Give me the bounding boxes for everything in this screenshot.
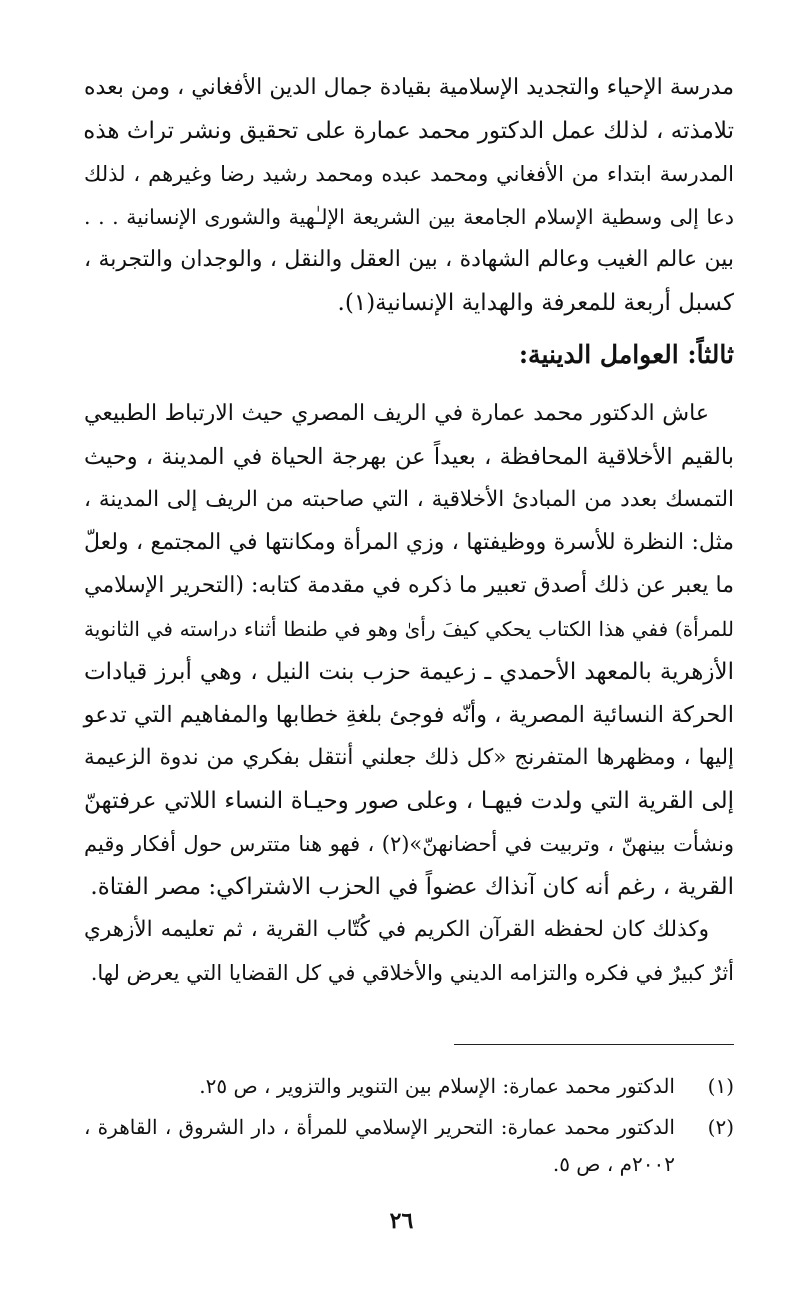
footnote-2-text-line-1: الدكتور محمد عمارة: التحرير الإسلامي للمرأة ، دار الشروق ، القاهرة ، bbox=[84, 1115, 675, 1139]
section-heading: ثالثاً: العوامل الدينية: bbox=[518, 340, 734, 369]
paragraph-2-line-11: ونشأت بينهنّ ، وتربيت في أحضانهنّ»(٢) ، فهو هنا متترس حول أفكار وقيم bbox=[84, 832, 734, 856]
paragraph-2-line-3: التمسك بعدد من المبادئ الأخلاقية ، التي صاحبته من الريف إلى المدينة ، bbox=[84, 487, 734, 512]
footnote-1-number: (١) bbox=[707, 1074, 734, 1098]
paragraph-3-line-2: أثرٌ كبيرٌ في فكره والتزامه الديني والأخلاقي في كل القضايا التي يعرض لها. bbox=[90, 961, 734, 985]
footnote-1-text: الدكتور محمد عمارة: الإسلام بين التنوير والتزوير ، ص ٢٥. bbox=[199, 1074, 675, 1098]
paragraph-1-line-5: بين عالم الغيب وعالم الشهادة ، بين العقل والنقل ، والوجدان والتجربة ، bbox=[84, 247, 734, 272]
paragraph-2-line-8: الحركة النسائية المصرية ، وأنّه فوجئ بلغةِ خطابها والمفاهيم التي تدعو bbox=[83, 702, 734, 728]
paragraph-2-line-9: إليها ، ومظهرها المتفرنج «كل ذلك جعلني أنتقل بفكري من ندوة الزعيمة bbox=[84, 745, 734, 770]
paragraph-1-line-1: مدرسة الإحياء والتجديد الإسلامية بقيادة جمال الدين الأفغاني ، ومن بعده bbox=[84, 75, 735, 100]
paragraph-2-line-6: للمرأة) ففي هذا الكتاب يحكي كيفَ رأىٰ وهو في طنطا أثناء دراسته في الثانوية bbox=[84, 617, 734, 641]
paragraph-2-line-12: القرية ، رغم أنه كان آنذاك عضواً في الحزب الاشتراكي: مصر الفتاة. bbox=[90, 874, 734, 900]
paragraph-1-line-2: تلامذته ، لذلك عمل الدكتور محمد عمارة على تحقيق ونشر تراث هذه bbox=[83, 118, 734, 144]
paragraph-2-line-4: مثل: النظرة للأسرة ووظيفتها ، وزي المرأة ومكانتها في المجتمع ، ولعلّ bbox=[84, 530, 734, 555]
paragraph-2-line-7: الأزهرية بالمعهد الأحمدي ـ زعيمة حزب بنت النيل ، وهي أبرز قيادات bbox=[84, 659, 734, 685]
paragraph-2-line-2: بالقيم الأخلاقية المحافظة ، بعيداً عن بهرجة الحياة في المدينة ، وحيث bbox=[84, 444, 734, 470]
footnote-2-text-line-2: ٢٠٠٢م ، ص ٥. bbox=[552, 1152, 675, 1176]
page-number: ٢٦ bbox=[389, 1208, 414, 1234]
paragraph-2-line-10: إلى القرية التي ولدت فيهـا ، وعلى صور وحيـاة النساء اللاتي عرفتهنّ bbox=[84, 788, 734, 814]
paragraph-2-line-1: عاش الدكتور محمد عمارة في الريف المصري حيث الارتباط الطبيعي bbox=[84, 401, 709, 426]
footnote-separator bbox=[454, 1044, 734, 1045]
paragraph-1-line-3: المدرسة ابتداء من الأفغاني ومحمد عبده ومحمد رشيد رضا وغيرهم ، لذلك bbox=[84, 162, 734, 186]
paragraph-3-line-1: وكذلك كان لحفظه القرآن الكريم في كُتّاب القرية ، ثم تعليمه الأزهري bbox=[84, 917, 709, 942]
paragraph-1-line-4: دعا إلى وسطية الإسلام الجامعة بين الشريعة الإلـٰهية والشورى الإنسانية . . . bbox=[84, 205, 734, 229]
paragraph-1-line-6: كسبل أربعة للمعرفة والهداية الإنسانية(١). bbox=[337, 290, 734, 316]
paragraph-2-line-5: ما يعبر عن ذلك أصدق تعبير ما ذكره في مقدمة كتابه: (التحرير الإسلامي bbox=[84, 573, 734, 598]
footnote-2-number: (٢) bbox=[707, 1115, 734, 1139]
